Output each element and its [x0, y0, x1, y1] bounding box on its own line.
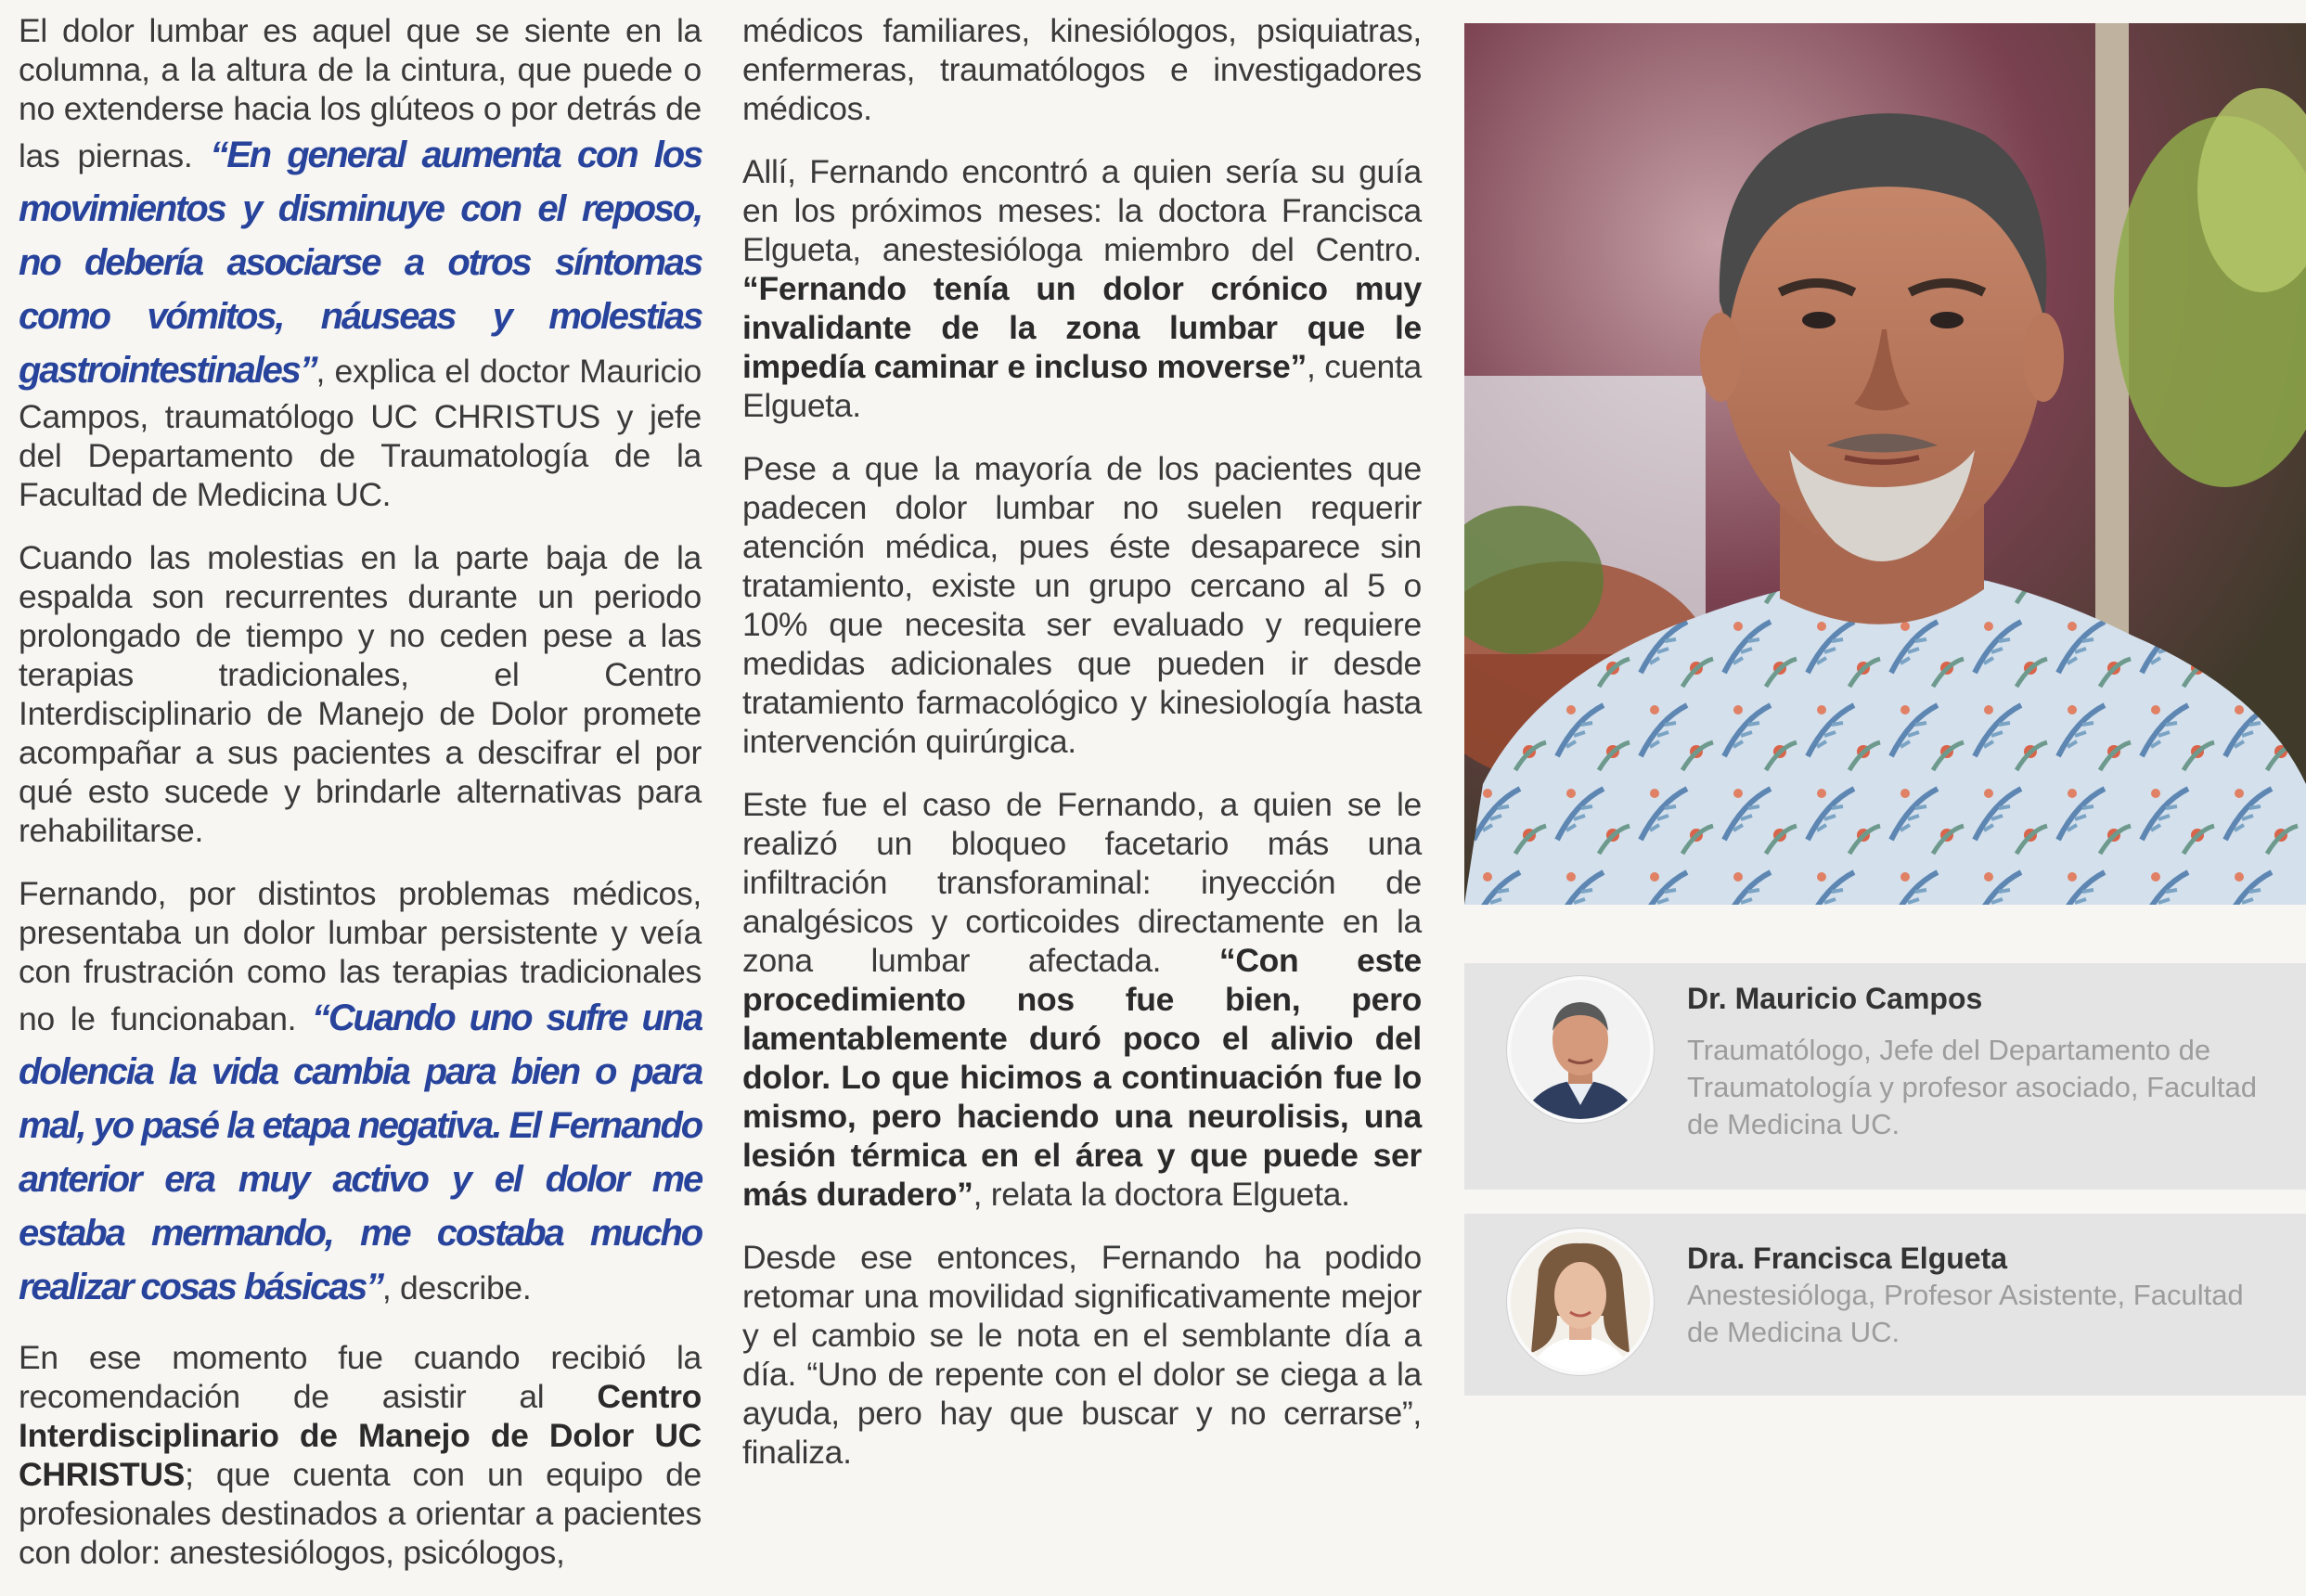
- card-description-campos: Traumatólogo, Jefe del Departamento de Traumatología y profesor asociado, Facultad de Medicina UC.: [1687, 1034, 2258, 1140]
- avatar-campos: [1507, 976, 1654, 1123]
- avatar-elgueta: [1507, 1229, 1654, 1375]
- paragraph-procedure: Este fue el caso de Fernando, a quien se le realizó un bloqueo facetario más una infiltración transforaminal: inyección de analgésicos y corticoides directamente en la zona lumbar afectada. “Con este procedimiento nos fue bien, pero lamentablemente duró poco el alivio del dolor. Lo que hicimos a continuación fue lo mismo, pero haciendo una neurolisis, una lesión térmica en el área y que puede ser más duradero”, relata la doctora Elgueta.: [742, 786, 1422, 1213]
- card-name-campos: Dr. Mauricio Campos: [1687, 982, 1983, 1015]
- quote-elgueta-1: “Fernando tenía un dolor crónico muy invalidante de la zona lumbar que le impedía caminar e incluso moverse”: [742, 270, 1422, 385]
- doctor-card-elgueta: [1464, 1214, 2306, 1396]
- center-name-bold: Centro Interdisciplinario de Manejo de Dolor UC CHRISTUS: [19, 1378, 702, 1493]
- pull-quote-fernando: “Cuando uno sufre una dolencia la vida cambia para bien o para mal, yo pasé la etapa negativa. El Fernando anterior era muy activo y el dolor me estaba mermando, me costaba mucho realizar cosas básicas”: [19, 998, 702, 1307]
- pull-quote-campos: “En general aumenta con los movimientos y disminuye con el reposo, no debería asociarse a otros síntomas como vómitos, náuseas y molestias gastrointestinales”: [19, 135, 702, 391]
- paragraph-center-description: Cuando las molestias en la parte baja de la espalda son recurrentes durante un periodo prolongado de tiempo y no ceden pese a las terapias tradicionales, el Centro Interdisciplinario de Manejo de Dolor promete acompañar a sus pacientes a descifrar el por qué esto sucede y brindarle alternativas para rehabilitarse.: [19, 539, 702, 849]
- doctor-card-campos: [1464, 963, 2306, 1190]
- paragraph-statistics: Pese a que la mayoría de los pacientes que padecen dolor lumbar no suelen requerir atención médica, pues éste desaparece sin tratamiento, existe un grupo cercano al 5 o 10% que necesita ser evaluado y requiere medidas adicionales que pueden ir desde tratamiento farmacológico y kinesiología hasta intervención quirúrgica.: [742, 450, 1422, 760]
- paragraph-professionals: médicos familiares, kinesiólogos, psiquiatras, enfermeras, traumatólogos e investigadores médicos.: [742, 12, 1422, 127]
- paragraph-guide: Allí, Fernando encontró a quien sería su guía en los próximos meses: la doctora Francisca Elgueta, anestesióloga miembro del Centro. “Fernando tenía un dolor crónico muy invalidante de la zona lumbar que le impedía caminar e incluso moverse”, cuenta Elgueta.: [742, 153, 1422, 424]
- paragraph-intro: El dolor lumbar es aquel que se siente en la columna, a la altura de la cintura, que puede o no extenderse hacia los glúteos o por detrás de las piernas. “En general aumenta con los movimientos y disminuye con el reposo, no debería asociarse a otros síntomas como vómitos, náuseas y molestias gastrointestinales”, explica el doctor Mauricio Campos, traumatólogo UC CHRISTUS y jefe del Departamento de Traumatología de la Facultad de Medicina UC.: [19, 12, 702, 513]
- paragraph-fernando: Fernando, por distintos problemas médicos, presentaba un dolor lumbar persistente y veía con frustración como las terapias tradicionales no le funcionaban. “Cuando uno sufre una dolencia la vida cambia para bien o para mal, yo pasé la etapa negativa. El Fernando anterior era muy activo y el dolor me estaba mermando, me costaba mucho realizar cosas básicas”, describe.: [19, 875, 702, 1307]
- avatar-campos-illustration: [1511, 980, 1650, 1119]
- portrait-illustration: [1464, 23, 2306, 905]
- avatar-elgueta-illustration: [1511, 1232, 1650, 1371]
- paragraph-recommendation: En ese momento fue cuando recibió la recomendación de asistir al Centro Interdisciplinario de Manejo de Dolor UC CHRISTUS; que cuenta con un equipo de profesionales destinados a orientar a pacientes con dolor: anestesiólogos, psicólogos,: [19, 1339, 702, 1571]
- quote-elgueta-2: “Con este procedimiento nos fue bien, pero lamentablemente duró poco el alivio del dolor. Lo que hicimos a continuación fue lo mismo, pero haciendo una neurolisis, una lesión térmica en el área y que puede ser más duradero”: [742, 942, 1422, 1213]
- card-description-elgueta: Anestesióloga, Profesor Asistente, Facultad de Medicina UC.: [1687, 1279, 2244, 1348]
- paragraph-conclusion: Desde ese entonces, Fernando ha podido retomar una movilidad significativamente mejor y el cambio se le nota en el semblante día a día. “Uno de repente con el dolor se ciega a la ayuda, pero hay que buscar y no cerrarse”, finaliza.: [742, 1239, 1422, 1471]
- card-name-elgueta: Dra. Francisca Elgueta: [1687, 1242, 2008, 1275]
- article-column-1: [19, 11, 702, 1596]
- article-column-2: [742, 11, 1422, 1496]
- fernando-photo: [1464, 23, 2306, 905]
